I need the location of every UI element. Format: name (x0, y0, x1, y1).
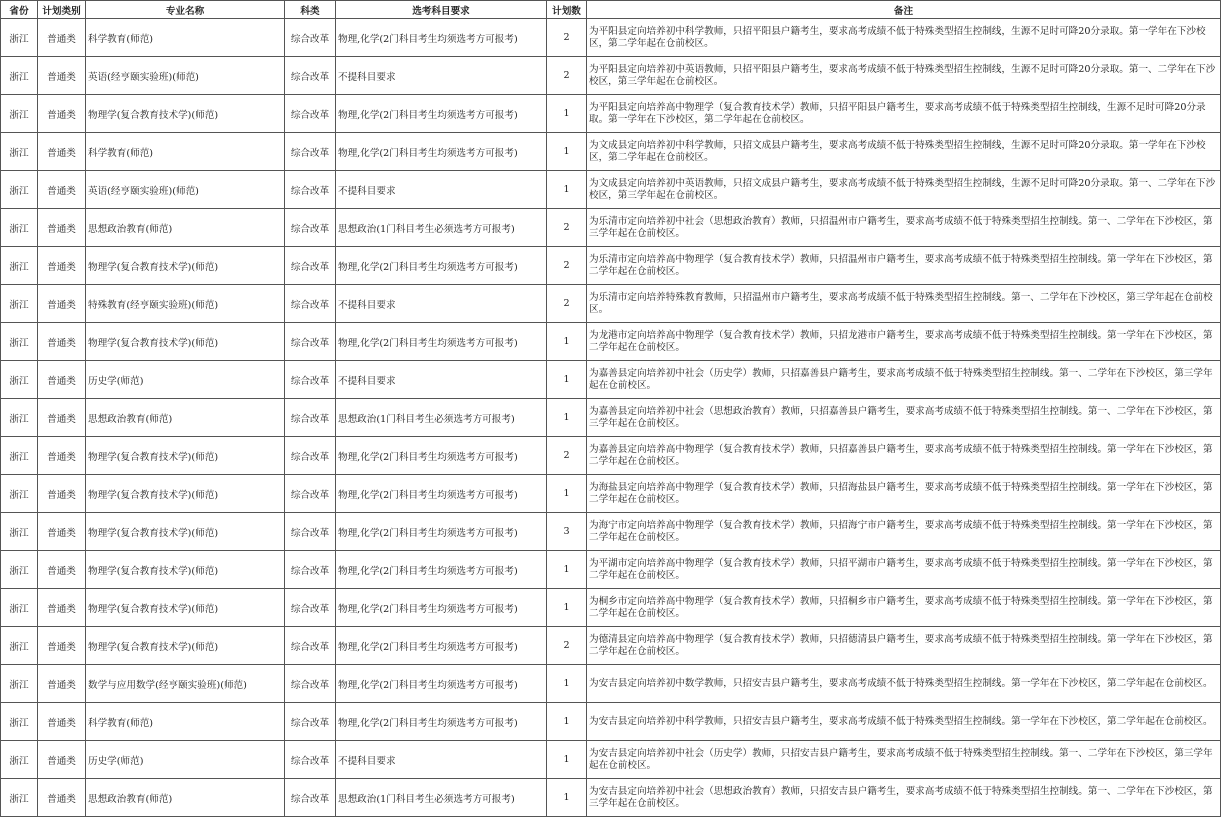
cell-requirement: 物理,化学(2门科目考生均须选考方可报考) (336, 19, 547, 57)
cell-plan-type: 普通类 (38, 57, 86, 95)
cell-major: 科学教育(师范) (86, 19, 285, 57)
cell-province: 浙江 (1, 665, 38, 703)
cell-count: 2 (547, 627, 587, 665)
cell-plan-type: 普通类 (38, 741, 86, 779)
cell-count: 1 (547, 703, 587, 741)
cell-plan-type: 普通类 (38, 285, 86, 323)
cell-requirement: 思想政治(1门科目考生必须选考方可报考) (336, 779, 547, 817)
cell-note: 为平阳县定向培养初中英语教师，只招平阳县户籍考生，要求高考成绩不低于特殊类型招生控制线，生源不足时可降20分录取。第一、二学年在下沙校区，第三学年起在仓前校区。 (587, 57, 1221, 95)
cell-category: 综合改革 (285, 285, 336, 323)
cell-note: 为安吉县定向培养初中数学教师，只招安吉县户籍考生，要求高考成绩不低于特殊类型招生控制线。第一学年在下沙校区，第二学年起在仓前校区。 (587, 665, 1221, 703)
cell-category: 综合改革 (285, 551, 336, 589)
cell-plan-type: 普通类 (38, 551, 86, 589)
cell-category: 综合改革 (285, 627, 336, 665)
cell-major: 物理学(复合教育技术学)(师范) (86, 475, 285, 513)
cell-major: 思想政治教育(师范) (86, 209, 285, 247)
cell-requirement: 物理,化学(2门科目考生均须选考方可报考) (336, 323, 547, 361)
cell-major: 历史学(师范) (86, 741, 285, 779)
cell-major: 英语(经亨颐实验班)(师范) (86, 171, 285, 209)
cell-requirement: 物理,化学(2门科目考生均须选考方可报考) (336, 437, 547, 475)
cell-note: 为平阳县定向培养初中科学教师，只招平阳县户籍考生，要求高考成绩不低于特殊类型招生控制线，生源不足时可降20分录取。第一学年在下沙校区，第二学年起在仓前校区。 (587, 19, 1221, 57)
cell-province: 浙江 (1, 323, 38, 361)
cell-requirement: 不提科目要求 (336, 741, 547, 779)
cell-major: 英语(经亨颐实验班)(师范) (86, 57, 285, 95)
cell-note: 为龙港市定向培养高中物理学（复合教育技术学）教师，只招龙港市户籍考生，要求高考成绩不低于特殊类型招生控制线。第一学年在下沙校区，第二学年起在仓前校区。 (587, 323, 1221, 361)
cell-plan-type: 普通类 (38, 627, 86, 665)
cell-requirement: 思想政治(1门科目考生必须选考方可报考) (336, 209, 547, 247)
cell-note: 为乐清市定向培养特殊教育教师，只招温州市户籍考生，要求高考成绩不低于特殊类型招生控制线。第一、二学年在下沙校区，第三学年起在仓前校区。 (587, 285, 1221, 323)
cell-requirement: 物理,化学(2门科目考生均须选考方可报考) (336, 475, 547, 513)
cell-plan-type: 普通类 (38, 589, 86, 627)
cell-major: 科学教育(师范) (86, 133, 285, 171)
cell-category: 综合改革 (285, 95, 336, 133)
cell-category: 综合改革 (285, 665, 336, 703)
header-category: 科类 (285, 1, 336, 19)
table-row (1, 323, 1221, 361)
table-row (1, 209, 1221, 247)
cell-major: 物理学(复合教育技术学)(师范) (86, 95, 285, 133)
cell-count: 1 (547, 741, 587, 779)
cell-major: 思想政治教育(师范) (86, 399, 285, 437)
cell-province: 浙江 (1, 361, 38, 399)
cell-requirement: 不提科目要求 (336, 57, 547, 95)
cell-category: 综合改革 (285, 133, 336, 171)
header-plan-type: 计划类别 (38, 1, 86, 19)
cell-requirement: 不提科目要求 (336, 361, 547, 399)
cell-major: 科学教育(师范) (86, 703, 285, 741)
cell-province: 浙江 (1, 627, 38, 665)
cell-requirement: 物理,化学(2门科目考生均须选考方可报考) (336, 551, 547, 589)
cell-note: 为桐乡市定向培养高中物理学（复合教育技术学）教师，只招桐乡市户籍考生，要求高考成绩不低于特殊类型招生控制线。第一学年在下沙校区，第二学年起在仓前校区。 (587, 589, 1221, 627)
table-row (1, 627, 1221, 665)
cell-category: 综合改革 (285, 513, 336, 551)
table-row (1, 285, 1221, 323)
table-row (1, 247, 1221, 285)
cell-province: 浙江 (1, 589, 38, 627)
cell-requirement: 物理,化学(2门科目考生均须选考方可报考) (336, 247, 547, 285)
cell-count: 1 (547, 323, 587, 361)
cell-plan-type: 普通类 (38, 361, 86, 399)
cell-province: 浙江 (1, 399, 38, 437)
cell-plan-type: 普通类 (38, 437, 86, 475)
cell-note: 为乐清市定向培养初中社会（思想政治教育）教师，只招温州市户籍考生，要求高考成绩不低于特殊类型招生控制线。第一、二学年在下沙校区，第三学年起在仓前校区。 (587, 209, 1221, 247)
table-row (1, 133, 1221, 171)
cell-count: 2 (547, 19, 587, 57)
cell-plan-type: 普通类 (38, 779, 86, 817)
cell-province: 浙江 (1, 133, 38, 171)
cell-category: 综合改革 (285, 437, 336, 475)
cell-count: 2 (547, 247, 587, 285)
table-row (1, 171, 1221, 209)
cell-province: 浙江 (1, 171, 38, 209)
table-row (1, 513, 1221, 551)
cell-note: 为乐清市定向培养高中物理学（复合教育技术学）教师，只招温州市户籍考生，要求高考成绩不低于特殊类型招生控制线。第一学年在下沙校区，第二学年起在仓前校区。 (587, 247, 1221, 285)
table-row (1, 741, 1221, 779)
cell-plan-type: 普通类 (38, 665, 86, 703)
cell-province: 浙江 (1, 779, 38, 817)
cell-plan-type: 普通类 (38, 95, 86, 133)
cell-requirement: 物理,化学(2门科目考生均须选考方可报考) (336, 589, 547, 627)
cell-category: 综合改革 (285, 361, 336, 399)
cell-province: 浙江 (1, 209, 38, 247)
cell-category: 综合改革 (285, 323, 336, 361)
cell-category: 综合改革 (285, 247, 336, 285)
cell-category: 综合改革 (285, 475, 336, 513)
cell-category: 综合改革 (285, 779, 336, 817)
cell-requirement: 物理,化学(2门科目考生均须选考方可报考) (336, 665, 547, 703)
cell-count: 2 (547, 209, 587, 247)
cell-plan-type: 普通类 (38, 323, 86, 361)
header-count: 计划数 (547, 1, 587, 19)
cell-plan-type: 普通类 (38, 513, 86, 551)
table-row (1, 399, 1221, 437)
cell-category: 综合改革 (285, 741, 336, 779)
cell-note: 为安吉县定向培养初中社会（历史学）教师，只招安吉县户籍考生，要求高考成绩不低于特殊类型招生控制线。第一、二学年在下沙校区，第三学年起在仓前校区。 (587, 741, 1221, 779)
cell-major: 物理学(复合教育技术学)(师范) (86, 437, 285, 475)
cell-plan-type: 普通类 (38, 247, 86, 285)
cell-category: 综合改革 (285, 19, 336, 57)
cell-requirement: 物理,化学(2门科目考生均须选考方可报考) (336, 95, 547, 133)
cell-plan-type: 普通类 (38, 171, 86, 209)
cell-province: 浙江 (1, 247, 38, 285)
cell-note: 为安吉县定向培养初中社会（思想政治教育）教师，只招安吉县户籍考生，要求高考成绩不低于特殊类型招生控制线。第一、二学年在下沙校区，第三学年起在仓前校区。 (587, 779, 1221, 817)
cell-count: 2 (547, 57, 587, 95)
cell-note: 为文成县定向培养初中科学教师，只招文成县户籍考生，要求高考成绩不低于特殊类型招生控制线，生源不足时可降20分录取。第一学年在下沙校区，第二学年起在仓前校区。 (587, 133, 1221, 171)
cell-count: 1 (547, 475, 587, 513)
cell-major: 物理学(复合教育技术学)(师范) (86, 627, 285, 665)
cell-count: 1 (547, 133, 587, 171)
cell-province: 浙江 (1, 19, 38, 57)
table-row (1, 475, 1221, 513)
cell-plan-type: 普通类 (38, 703, 86, 741)
cell-count: 1 (547, 589, 587, 627)
cell-major: 物理学(复合教育技术学)(师范) (86, 589, 285, 627)
cell-note: 为安吉县定向培养初中科学教师，只招安吉县户籍考生，要求高考成绩不低于特殊类型招生控制线。第一学年在下沙校区，第二学年起在仓前校区。 (587, 703, 1221, 741)
cell-category: 综合改革 (285, 703, 336, 741)
cell-requirement: 思想政治(1门科目考生必须选考方可报考) (336, 399, 547, 437)
cell-note: 为德清县定向培养高中物理学（复合教育技术学）教师，只招德清县户籍考生，要求高考成绩不低于特殊类型招生控制线。第一学年在下沙校区，第二学年起在仓前校区。 (587, 627, 1221, 665)
cell-note: 为平阳县定向培养高中物理学（复合教育技术学）教师，只招平阳县户籍考生，要求高考成绩不低于特殊类型招生控制线，生源不足时可降20分录取。第一学年在下沙校区，第二学年起在仓前校区。 (587, 95, 1221, 133)
cell-requirement: 物理,化学(2门科目考生均须选考方可报考) (336, 513, 547, 551)
cell-plan-type: 普通类 (38, 209, 86, 247)
cell-count: 2 (547, 285, 587, 323)
header-row (1, 1, 1221, 19)
cell-province: 浙江 (1, 57, 38, 95)
cell-province: 浙江 (1, 285, 38, 323)
cell-count: 2 (547, 437, 587, 475)
table-row (1, 589, 1221, 627)
cell-note: 为文成县定向培养初中英语教师，只招文成县户籍考生，要求高考成绩不低于特殊类型招生控制线，生源不足时可降20分录取。第一、二学年在下沙校区，第三学年起在仓前校区。 (587, 171, 1221, 209)
cell-category: 综合改革 (285, 209, 336, 247)
cell-requirement: 物理,化学(2门科目考生均须选考方可报考) (336, 133, 547, 171)
cell-category: 综合改革 (285, 589, 336, 627)
cell-province: 浙江 (1, 475, 38, 513)
table-row (1, 551, 1221, 589)
cell-major: 物理学(复合教育技术学)(师范) (86, 513, 285, 551)
table-row (1, 437, 1221, 475)
cell-count: 1 (547, 95, 587, 133)
cell-count: 1 (547, 361, 587, 399)
cell-plan-type: 普通类 (38, 475, 86, 513)
cell-major: 特殊教育(经亨颐实验班)(师范) (86, 285, 285, 323)
cell-note: 为海盐县定向培养高中物理学（复合教育技术学）教师，只招海盐县户籍考生，要求高考成绩不低于特殊类型招生控制线。第一学年在下沙校区，第二学年起在仓前校区。 (587, 475, 1221, 513)
cell-count: 1 (547, 551, 587, 589)
cell-requirement: 物理,化学(2门科目考生均须选考方可报考) (336, 627, 547, 665)
cell-category: 综合改革 (285, 171, 336, 209)
table-row (1, 361, 1221, 399)
cell-count: 1 (547, 779, 587, 817)
cell-plan-type: 普通类 (38, 19, 86, 57)
table-row (1, 57, 1221, 95)
header-province: 省份 (1, 1, 38, 19)
table-row (1, 95, 1221, 133)
cell-note: 为嘉善县定向培养高中物理学（复合教育技术学）教师，只招嘉善县户籍考生，要求高考成绩不低于特殊类型招生控制线。第一学年在下沙校区，第二学年起在仓前校区。 (587, 437, 1221, 475)
cell-plan-type: 普通类 (38, 133, 86, 171)
cell-province: 浙江 (1, 741, 38, 779)
header-requirement: 选考科目要求 (336, 1, 547, 19)
cell-category: 综合改革 (285, 399, 336, 437)
table-row (1, 779, 1221, 817)
cell-note: 为平湖市定向培养高中物理学（复合教育技术学）教师，只招平湖市户籍考生，要求高考成绩不低于特殊类型招生控制线。第一学年在下沙校区，第二学年起在仓前校区。 (587, 551, 1221, 589)
header-major: 专业名称 (86, 1, 285, 19)
cell-note: 为海宁市定向培养高中物理学（复合教育技术学）教师，只招海宁市户籍考生，要求高考成绩不低于特殊类型招生控制线。第一学年在下沙校区，第二学年起在仓前校区。 (587, 513, 1221, 551)
table-row (1, 703, 1221, 741)
cell-requirement: 不提科目要求 (336, 171, 547, 209)
cell-count: 3 (547, 513, 587, 551)
cell-requirement: 物理,化学(2门科目考生均须选考方可报考) (336, 703, 547, 741)
cell-count: 1 (547, 171, 587, 209)
cell-major: 物理学(复合教育技术学)(师范) (86, 323, 285, 361)
table-row (1, 19, 1221, 57)
cell-note: 为嘉善县定向培养初中社会（历史学）教师，只招嘉善县户籍考生，要求高考成绩不低于特殊类型招生控制线。第一、二学年在下沙校区，第三学年起在仓前校区。 (587, 361, 1221, 399)
cell-province: 浙江 (1, 437, 38, 475)
cell-province: 浙江 (1, 703, 38, 741)
cell-major: 物理学(复合教育技术学)(师范) (86, 247, 285, 285)
cell-count: 1 (547, 399, 587, 437)
cell-count: 1 (547, 665, 587, 703)
cell-note: 为嘉善县定向培养初中社会（思想政治教育）教师，只招嘉善县户籍考生，要求高考成绩不低于特殊类型招生控制线。第一、二学年在下沙校区，第三学年起在仓前校区。 (587, 399, 1221, 437)
cell-province: 浙江 (1, 551, 38, 589)
header-note: 备注 (587, 1, 1221, 19)
cell-plan-type: 普通类 (38, 399, 86, 437)
table-row (1, 665, 1221, 703)
cell-major: 数学与应用数学(经亨颐实验班)(师范) (86, 665, 285, 703)
cell-province: 浙江 (1, 513, 38, 551)
cell-category: 综合改革 (285, 57, 336, 95)
cell-major: 物理学(复合教育技术学)(师范) (86, 551, 285, 589)
cell-requirement: 不提科目要求 (336, 285, 547, 323)
cell-major: 历史学(师范) (86, 361, 285, 399)
cell-province: 浙江 (1, 95, 38, 133)
cell-major: 思想政治教育(师范) (86, 779, 285, 817)
